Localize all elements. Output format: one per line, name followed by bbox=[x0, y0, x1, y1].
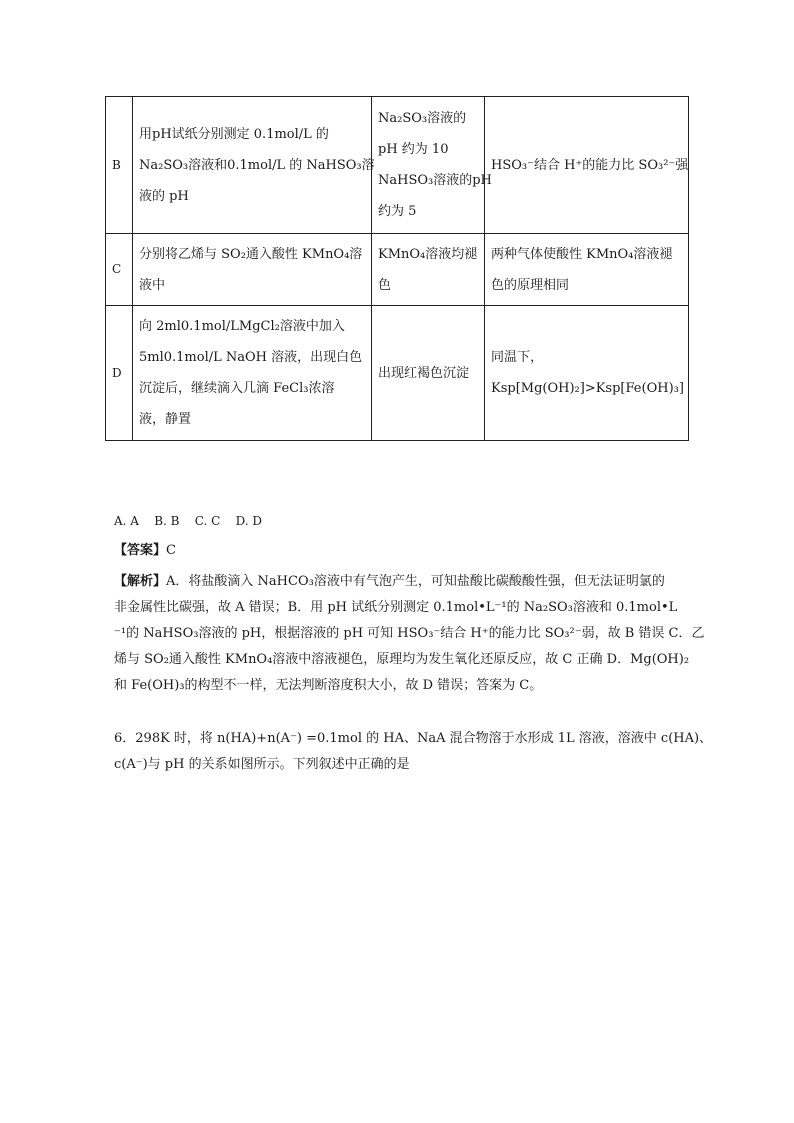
analysis-line: 非金属性比碳强，故 A 错误；B．用 pH 试纸分别测定 0.1mol•L⁻¹的 Na₂SO₃溶液和 0.1mol•L bbox=[114, 600, 678, 615]
phenomenon-cell bbox=[372, 97, 492, 234]
analysis-line: 和 Fe(OH)₃的构型不一样，无法判断溶度积大小，故 D 错误；答案为 C。 bbox=[114, 678, 543, 693]
option-label: D bbox=[106, 306, 133, 441]
table-row-d bbox=[106, 306, 689, 441]
phenomenon-line: 色 bbox=[378, 277, 392, 293]
operation-line: 向 2ml0.1mol/LMgCl₂溶液中加入 bbox=[139, 319, 345, 334]
phenomenon-line: 出现红褐色沉淀 bbox=[378, 365, 470, 381]
operation-line: 分别将乙烯与 SO₂通入酸性 KMnO₄溶 bbox=[139, 246, 363, 262]
operation-line: 用pH试纸分别测定 0.1mol/L 的 bbox=[139, 126, 329, 142]
answer-line bbox=[114, 538, 682, 564]
operation-cell bbox=[133, 97, 375, 234]
operation-line: 液中 bbox=[139, 277, 166, 293]
table-row-c bbox=[106, 234, 689, 306]
operation-cell bbox=[133, 306, 372, 441]
conclusion-line: 色的原理相同 bbox=[491, 277, 570, 293]
question-table bbox=[105, 96, 689, 441]
conclusion-cell bbox=[485, 97, 689, 234]
phenomenon-line: NaHSO₃溶液的pH bbox=[378, 173, 492, 188]
question-6 bbox=[114, 726, 713, 778]
operation-line: 沉淀后，继续滴入几滴 FeCl₃浓溶 bbox=[139, 381, 335, 396]
phenomenon-line: pH 约为 10 bbox=[378, 142, 449, 157]
phenomenon-line: KMnO₄溶液均褪 bbox=[378, 246, 478, 262]
conclusion-line: HSO₃⁻结合 H⁺的能力比 SO₃²⁻强 bbox=[491, 157, 689, 173]
answer-value: C bbox=[166, 543, 176, 558]
conclusion-line: 两种气体使酸性 KMnO₄溶液褪 bbox=[491, 246, 673, 262]
option-label: B bbox=[106, 97, 133, 234]
conclusion-cell bbox=[485, 234, 689, 306]
operation-cell bbox=[133, 234, 372, 306]
table-row-b bbox=[106, 97, 689, 234]
operation-line: 5ml0.1mol/L NaOH 溶液，出现白色 bbox=[139, 350, 363, 365]
phenomenon-cell bbox=[372, 306, 485, 441]
phenomenon-line: Na₂SO₃溶液的 bbox=[378, 111, 467, 126]
question-line: 6．298K 时，将 n(HA)+n(A⁻) =0.1mol 的 HA、NaA 混合物溶于水形成 1L 溶液，溶液中 c(HA)、 bbox=[114, 731, 713, 746]
analysis-line: 烯与 SO₂通入酸性 KMnO₄溶液中溶液褪色，原理均为发生氧化还原反应，故 C 正确 D．Mg(OH)₂ bbox=[114, 652, 690, 667]
phenomenon-line: 约为 5 bbox=[378, 204, 417, 219]
conclusion-cell bbox=[485, 306, 689, 441]
analysis-line: A．将盐酸滴入 NaHCO₃溶液中有气泡产生，可知盐酸比碳酸酸性强，但无法证明氯的 bbox=[166, 574, 665, 589]
answer-tag: 【答案】 bbox=[114, 543, 167, 558]
analysis-block bbox=[114, 569, 705, 699]
question-line: c(A⁻)与 pH 的关系如图所示。下列叙述中正确的是 bbox=[114, 757, 410, 772]
phenomenon-cell bbox=[372, 234, 485, 306]
operation-line: 液，静置 bbox=[139, 412, 192, 427]
analysis-line: ⁻¹的 NaHSO₃溶液的 pH，根据溶液的 pH 可知 HSO₃⁻结合 H⁺的能力比 SO₃²⁻弱，故 B 错误 C．乙 bbox=[114, 626, 705, 641]
conclusion-line: Ksp[Mg(OH)₂]>Ksp[Fe(OH)₃] bbox=[491, 381, 684, 396]
option-label: C bbox=[106, 234, 133, 306]
operation-line: 液的 pH bbox=[139, 188, 189, 204]
operation-line: Na₂SO₃溶液和0.1mol/L 的 NaHSO₃溶 bbox=[139, 157, 375, 173]
conclusion-line: 同温下， bbox=[491, 350, 544, 365]
analysis-tag: 【解析】 bbox=[114, 574, 167, 589]
choices-line: A. A B. B C. C D. D bbox=[114, 514, 263, 528]
